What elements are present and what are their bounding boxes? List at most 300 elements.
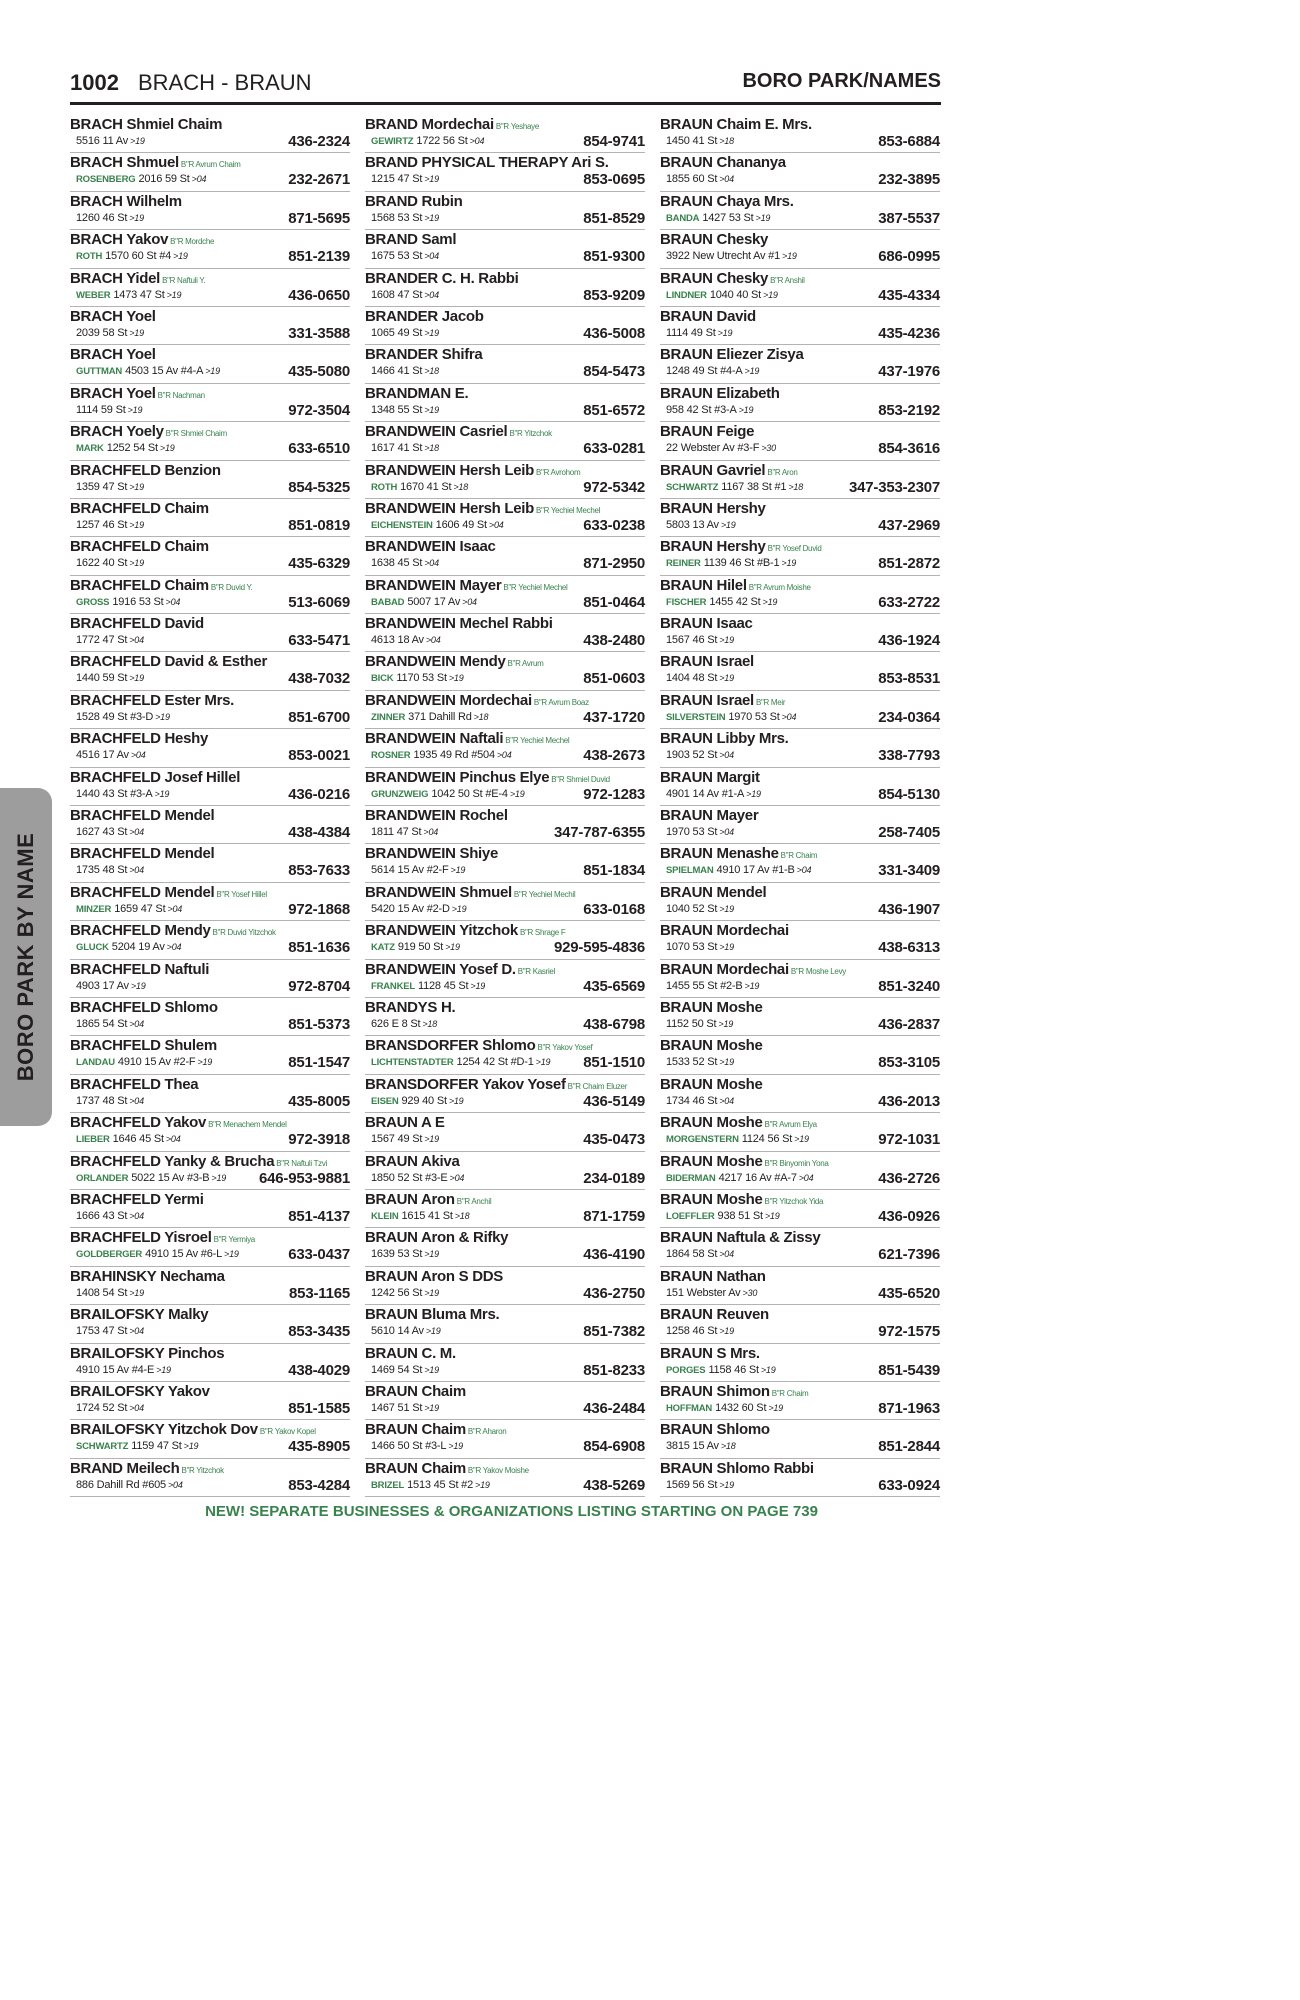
listing-address-line: [666, 135, 734, 147]
listing-address: 626 E 8 St: [371, 1017, 421, 1030]
listing-name-line: [70, 653, 350, 670]
listing-inlaw: GRUNZWEIG: [371, 788, 429, 800]
listing-phone: 438-6313: [878, 939, 940, 957]
listing-address: 5803 13 Av: [666, 518, 719, 531]
listing-name-line: [365, 423, 645, 440]
listing-zip: >19: [424, 1287, 439, 1298]
listing-name: BRAUN Chesky: [660, 269, 769, 287]
listing-name: BRACH Wilhelm: [70, 192, 182, 210]
listing-name: BRAND Meilech: [70, 1459, 180, 1477]
listing-address-line: [371, 1440, 463, 1452]
listing-entry: [660, 461, 940, 499]
listing-address-line: [666, 672, 734, 684]
listing-address: 1622 40 St: [76, 557, 128, 570]
listing-zip: >04: [781, 711, 797, 722]
listing-phone: 633-6510: [288, 440, 350, 458]
listing-name: BRANSDORFER Shlomo: [365, 1037, 536, 1055]
listing-name-line: [70, 1037, 350, 1054]
listing-address-line: [76, 864, 144, 876]
listing-zip: >19: [166, 289, 182, 300]
listing-name: BRACHFELD Shlomo: [70, 998, 218, 1016]
listing-entry: [70, 883, 350, 921]
listing-name: BRACH Yidel: [70, 269, 161, 287]
listing-name-line: [365, 807, 645, 824]
listing-name: BRACHFELD Yanky & Brucha: [70, 1152, 275, 1170]
listing-address-line: [76, 442, 175, 454]
listing-zip: >19: [719, 1326, 734, 1337]
listing-entry: [365, 844, 645, 882]
listing-address: 1139 46 St #B-1: [703, 557, 780, 570]
listing-zip: >04: [424, 251, 439, 262]
listing-phone: 435-8905: [288, 1438, 350, 1456]
listing-zip: >04: [496, 750, 512, 761]
listing-name: BRAUN Aron S DDS: [365, 1267, 503, 1285]
listing-name-line: [365, 500, 645, 517]
listing-phone: 436-2484: [583, 1399, 645, 1417]
listing-name-line: [70, 730, 350, 747]
listing-name: BRANDWEIN Casriel: [365, 423, 508, 441]
listing-phone: 929-595-4836: [553, 939, 645, 957]
listing-address-line: [666, 1248, 734, 1260]
listing-name-line: [365, 1421, 645, 1438]
listing-address-line: [76, 1364, 171, 1376]
listing-address: 1257 46 St: [76, 518, 128, 531]
listing-name: BRAUN Moshe: [660, 1152, 763, 1170]
listing-entry: [660, 1075, 940, 1113]
listing-phone: 232-2671: [288, 171, 350, 189]
listing-patronymic: B"R Binyomin Yona: [764, 1158, 829, 1168]
listing-phone: 854-6908: [583, 1438, 645, 1456]
listing-phone: 851-9300: [583, 248, 645, 266]
listing-name-line: [365, 462, 645, 479]
listing-zip: >04: [488, 519, 504, 530]
listing-name-line: [70, 1421, 350, 1438]
listing-phone: 435-6569: [583, 977, 645, 995]
listing-entry: [365, 115, 645, 153]
listing-entry: [660, 307, 940, 345]
listing-address: 1570 60 St #4: [105, 250, 172, 263]
listing-phone: 972-1031: [878, 1131, 940, 1149]
listing-address-line: [76, 557, 144, 569]
listing-entry: [70, 614, 350, 652]
listing-phone: 436-0926: [878, 1207, 940, 1225]
listing-entry: [365, 729, 645, 767]
listing-phone: 438-5269: [583, 1476, 645, 1494]
listing-zip: >04: [167, 1479, 183, 1490]
listing-phone: 633-0168: [583, 900, 645, 918]
listing-zip: >04: [798, 1172, 814, 1183]
listing-inlaw: SILVERSTEIN: [666, 711, 726, 723]
listing-name: BRAUN S Mrs.: [660, 1344, 760, 1362]
listing-address-line: [666, 903, 734, 915]
listing-zip: >19: [744, 366, 760, 377]
listing-address-line: [76, 826, 144, 838]
listing-entry: [70, 307, 350, 345]
listing-address: 1252 54 St: [106, 442, 158, 455]
listing-name: BRAUN C. M.: [365, 1344, 456, 1362]
listing-entry: [70, 1459, 350, 1497]
listing-address: 1114 59 St: [76, 403, 126, 416]
listing-entry: [660, 1267, 940, 1305]
listing-address-line: [76, 749, 146, 761]
listing-entry: [660, 384, 940, 422]
listing-zip: >04: [166, 942, 182, 953]
listing-name: BRANDWEIN Yosef D.: [365, 960, 516, 978]
listing-zip: >04: [424, 289, 439, 300]
listing-name: BRAUN Shimon: [660, 1382, 770, 1400]
listing-inlaw: FISCHER: [666, 596, 707, 608]
listing-entry: [365, 806, 645, 844]
listing-zip: >04: [424, 558, 439, 569]
listing-zip: >19: [130, 980, 146, 991]
listing-address-line: [371, 749, 512, 761]
listing-patronymic: B"R Yechiel Mechel: [505, 736, 570, 746]
listing-inlaw: LIEBER: [76, 1134, 110, 1146]
listing-entry: [70, 691, 350, 729]
listing-patronymic: B"R Menachem Mendel: [208, 1120, 287, 1130]
listing-zip: >04: [167, 903, 183, 914]
listing-address-line: [76, 980, 146, 992]
listing-name: BRAUN Israel: [660, 691, 754, 709]
listing-name-line: [365, 769, 645, 786]
listing-name: BRAILOFSKY Pinchos: [70, 1344, 225, 1362]
listing-name: BRANDWEIN Shiye: [365, 845, 499, 863]
listing-zip: >04: [129, 1210, 144, 1221]
listing-phone: 972-1868: [288, 900, 350, 918]
listing-patronymic: B"R Yechiel Mechil: [513, 889, 576, 899]
listing-entry: [660, 1113, 940, 1151]
listing-inlaw: PORGES: [666, 1364, 706, 1376]
listing-address: 1466 50 St #3-L: [371, 1440, 447, 1453]
listing-phone: 851-6700: [288, 708, 350, 726]
listing-phone: 438-4384: [288, 824, 350, 842]
listing-name: BRAUN Shlomo: [660, 1421, 770, 1439]
listing-zip: >19: [159, 443, 175, 454]
listing-address: 1040 52 St: [666, 902, 718, 915]
listing-address-line: [666, 1056, 734, 1068]
listing-entry: [660, 1382, 940, 1420]
listing-name-line: [660, 308, 940, 325]
listing-name-line: [660, 807, 940, 824]
listing-name-line: [365, 1114, 645, 1131]
page-header: [70, 68, 941, 105]
listing-zip: >04: [719, 174, 734, 185]
listing-phone: 338-7793: [878, 747, 940, 765]
listing-entry: [365, 153, 645, 191]
listing-name-line: [70, 1460, 350, 1477]
listing-zip: >04: [462, 596, 477, 607]
listing-name: BRANDWEIN Mechel Rabbi: [365, 615, 553, 633]
listing-name: BRAUN Reuven: [660, 1306, 769, 1324]
listing-column-1: [70, 115, 350, 1497]
listing-phone: 854-5325: [288, 478, 350, 496]
listing-address-line: [666, 1287, 757, 1299]
listing-name-line: [365, 1153, 645, 1170]
listing-phone: 853-8531: [878, 670, 940, 688]
listing-zip: >19: [450, 865, 466, 876]
listing-address: 1528 49 St #3-D: [76, 710, 154, 723]
listing-entry: [70, 1075, 350, 1113]
listing-address: 1659 47 St: [114, 902, 166, 915]
listing-column-2: [365, 115, 645, 1497]
listing-address-line: [666, 1440, 736, 1452]
listing-name: BRAUN Chaim: [365, 1421, 466, 1439]
listing-name: BRAUN Israel: [660, 653, 754, 671]
listing-phone: 851-2139: [288, 248, 350, 266]
listing-address-line: [371, 212, 439, 224]
listing-entry: [70, 115, 350, 153]
listing-entry: [660, 614, 940, 652]
listing-inlaw: ROSENBERG: [76, 174, 136, 186]
listing-name-line: [660, 423, 940, 440]
listing-address: 5614 15 Av #2-F: [371, 864, 449, 877]
listing-address: 1753 47 St: [76, 1325, 128, 1338]
listing-entry: [365, 499, 645, 537]
listing-name: BRANDWEIN Mendy: [365, 653, 506, 671]
listing-phone: 234-0364: [878, 708, 940, 726]
listing-zip: >19: [224, 1249, 239, 1260]
listing-zip: >19: [424, 1364, 439, 1375]
listing-phone: 436-4190: [583, 1246, 645, 1264]
listing-address-line: [76, 1440, 198, 1452]
listing-entry: [660, 499, 940, 537]
listing-address-line: [371, 596, 477, 608]
listing-address-line: [371, 289, 439, 301]
listing-patronymic: B"R Shrage F: [519, 928, 566, 938]
listing-phone: 851-2844: [878, 1438, 940, 1456]
listing-patronymic: B"R Mordche: [170, 237, 215, 247]
listing-entry: [365, 1420, 645, 1458]
listing-address-line: [76, 1172, 226, 1184]
listing-address: 1440 43 St #3-A: [76, 787, 153, 800]
listing-zip: >19: [424, 174, 439, 185]
listing-zip: >04: [129, 1326, 144, 1337]
listing-address: 1242 56 St: [371, 1286, 423, 1299]
listing-entry: [70, 1420, 350, 1458]
listing-address: 4910 15 Av #6-L: [145, 1248, 223, 1261]
listing-phone: 438-7032: [288, 670, 350, 688]
listing-address: 1850 52 St #3-E: [371, 1171, 448, 1184]
listing-name: BRAUN David: [660, 307, 756, 325]
listing-name-line: [70, 1345, 350, 1362]
listing-name-line: [365, 1306, 645, 1323]
listing-zip: >19: [129, 327, 144, 338]
listing-address: 1737 48 St: [76, 1094, 128, 1107]
listing-entry: [660, 422, 940, 460]
listing-address: 2016 59 St: [138, 173, 190, 186]
listing-address-line: [76, 1018, 144, 1030]
listing-address-line: [76, 173, 206, 185]
listing-address-line: [371, 173, 439, 185]
listing-name-line: [70, 1076, 350, 1093]
listing-entry: [660, 652, 940, 690]
listing-name-line: [70, 807, 350, 824]
listing-name-line: [70, 1268, 350, 1285]
listing-entry: [70, 1190, 350, 1228]
listing-entry: [70, 1036, 350, 1074]
listing-zip: >19: [448, 673, 464, 684]
listing-zip: >18: [719, 136, 734, 146]
listing-phone: 258-7405: [878, 824, 940, 842]
listing-address: 2039 58 St: [76, 326, 128, 339]
listing-zip: >19: [720, 519, 736, 530]
listing-address: 151 Webster Av: [666, 1286, 741, 1299]
listing-zip: >19: [424, 1249, 439, 1260]
listing-name-line: [660, 1306, 940, 1323]
listing-zip: >19: [448, 1095, 464, 1106]
listing-inlaw: BIDERMAN: [666, 1172, 716, 1184]
listing-address-line: [371, 1364, 439, 1376]
listing-entry: [660, 1152, 940, 1190]
listing-patronymic: B"R Avrum: [507, 659, 544, 669]
listing-address-line: [76, 404, 142, 416]
listing-patronymic: B"R Yeshaye: [495, 122, 539, 131]
listing-name: BRANDWEIN Naftali: [365, 730, 504, 748]
listing-zip: >04: [129, 827, 144, 838]
listing-address-line: [666, 442, 776, 454]
listing-name: BRACHFELD David & Esther: [70, 653, 267, 671]
listing-zip: >19: [719, 635, 734, 646]
listing-phone: 871-1759: [583, 1207, 645, 1225]
listing-name-line: [365, 1268, 645, 1285]
listing-entry: [70, 960, 350, 998]
listing-address: 1617 41 St: [371, 442, 423, 455]
listing-address-line: [666, 1133, 809, 1145]
listing-inlaw: GROSS: [76, 596, 110, 608]
listing-entry: [70, 576, 350, 614]
listing-phone: 851-2872: [878, 555, 940, 573]
listing-name: BRACHFELD Josef Hillel: [70, 768, 241, 786]
listing-name-line: [660, 385, 940, 402]
listing-address-line: [76, 1210, 144, 1222]
listing-entry: [70, 1152, 350, 1190]
listing-inlaw: GUTTMAN: [76, 366, 123, 378]
listing-phone: 436-2324: [288, 133, 350, 150]
listing-name-line: [70, 999, 350, 1016]
listing-name: BRACHFELD Mendy: [70, 922, 211, 940]
listing-name-line: [660, 884, 940, 901]
listing-zip: >04: [129, 635, 144, 646]
listing-name: BRACHFELD Chaim: [70, 576, 209, 594]
listing-name-line: [660, 1153, 940, 1170]
listing-name-line: [365, 730, 645, 747]
listing-patronymic: B"R Yosef Duvid: [767, 544, 822, 554]
listing-address-line: [666, 1479, 734, 1491]
listing-name: BRAUN Isaac: [660, 615, 753, 633]
listing-inlaw: ZINNER: [371, 711, 406, 723]
listing-address-line: [371, 1210, 469, 1222]
listing-address-line: [666, 1210, 780, 1222]
listing-zip: >18: [422, 1018, 438, 1029]
listing-address-line: [666, 1172, 813, 1184]
listing-address-line: [371, 250, 439, 262]
listing-zip: >04: [449, 1172, 465, 1183]
listing-zip: >04: [129, 1095, 144, 1106]
listing-entry: [365, 384, 645, 422]
listing-zip: >04: [129, 1402, 144, 1413]
listing-zip: >04: [129, 1018, 144, 1029]
listing-entry: [70, 461, 350, 499]
listing-entry: [660, 115, 940, 153]
listing-inlaw: FRANKEL: [371, 980, 415, 992]
listing-zip: >19: [738, 404, 754, 415]
listing-name: BRAUN Menashe: [660, 845, 779, 863]
listing-name: BRAUN Chaya Mrs.: [660, 192, 794, 210]
listing-phone: 853-4284: [288, 1476, 350, 1494]
listing-phone: 871-2950: [583, 555, 645, 573]
listing-entry: [660, 998, 940, 1036]
listing-name: BRAILOFSKY Yakov: [70, 1382, 210, 1400]
listing-name: BRANDWEIN Yitzchok: [365, 922, 518, 940]
listing-patronymic: B"R Yakov Kopel: [259, 1427, 316, 1437]
listing-patronymic: B"R Avrum Elya: [764, 1120, 817, 1130]
listing-address: 1735 48 St: [76, 864, 128, 877]
listing-inlaw: LANDAU: [76, 1057, 115, 1069]
listing-phone: 633-0437: [288, 1246, 350, 1264]
listing-name: BRACHFELD Mendel: [70, 845, 215, 863]
listing-name: BRACHFELD Thea: [70, 1075, 199, 1093]
listing-address-line: [371, 634, 441, 646]
listing-zip: >18: [473, 711, 489, 722]
listing-address: 4516 17 Av: [76, 749, 129, 762]
listing-phone: 853-0695: [583, 171, 645, 189]
listing-address-line: [666, 557, 796, 569]
listing-address-line: [371, 1056, 550, 1068]
listing-entry: [70, 729, 350, 767]
listing-phone: 435-0473: [583, 1131, 645, 1149]
listing-name-line: [70, 1191, 350, 1208]
listing-address: 1670 41 St: [400, 480, 452, 493]
listing-zip: >19: [425, 1326, 441, 1337]
listing-name-line: [70, 462, 350, 479]
listing-zip: >04: [425, 635, 441, 646]
listing-zip: >19: [764, 1210, 780, 1221]
listing-name-line: [660, 769, 940, 786]
listing-address-line: [371, 442, 439, 454]
listing-name: BRACHFELD Yermi: [70, 1190, 204, 1208]
listing-entry: [70, 1228, 350, 1266]
listing-name: BRACH Yoel: [70, 384, 156, 402]
listing-address-line: [76, 788, 169, 800]
listing-zip: >19: [424, 404, 439, 415]
listing-name-line: [70, 308, 350, 325]
listing-address: 1114 49 St: [666, 326, 716, 339]
listing-name-line: [70, 231, 350, 248]
listing-address: 4910 15 Av #2-F: [117, 1056, 196, 1069]
listing-zip: >30: [761, 443, 776, 454]
listing-phone: 851-0603: [583, 670, 645, 688]
listing-entry: [660, 1305, 940, 1343]
listing-entry: [70, 652, 350, 690]
listing-name: BRAUN Hilel: [660, 576, 747, 594]
listing-phone: 436-0216: [288, 785, 350, 803]
listing-name: BRANDWEIN Pinchus Elye: [365, 768, 550, 786]
listing-patronymic: B"R Nachman: [157, 390, 205, 400]
listing-name: BRAUN Chaim: [365, 1382, 466, 1400]
listing-entry: [70, 192, 350, 230]
listing-entry: [365, 230, 645, 268]
listing-address-line: [76, 1133, 181, 1145]
listing-entry: [660, 806, 940, 844]
listing-address-line: [666, 173, 734, 185]
listing-entry: [70, 844, 350, 882]
listing-name-line: [70, 500, 350, 517]
listing-name: BRAUN Margit: [660, 768, 760, 786]
listing-name-line: [660, 270, 940, 287]
listing-zip: >19: [197, 1057, 213, 1068]
listing-zip: >19: [211, 1172, 227, 1183]
listing-name-line: [70, 346, 350, 363]
